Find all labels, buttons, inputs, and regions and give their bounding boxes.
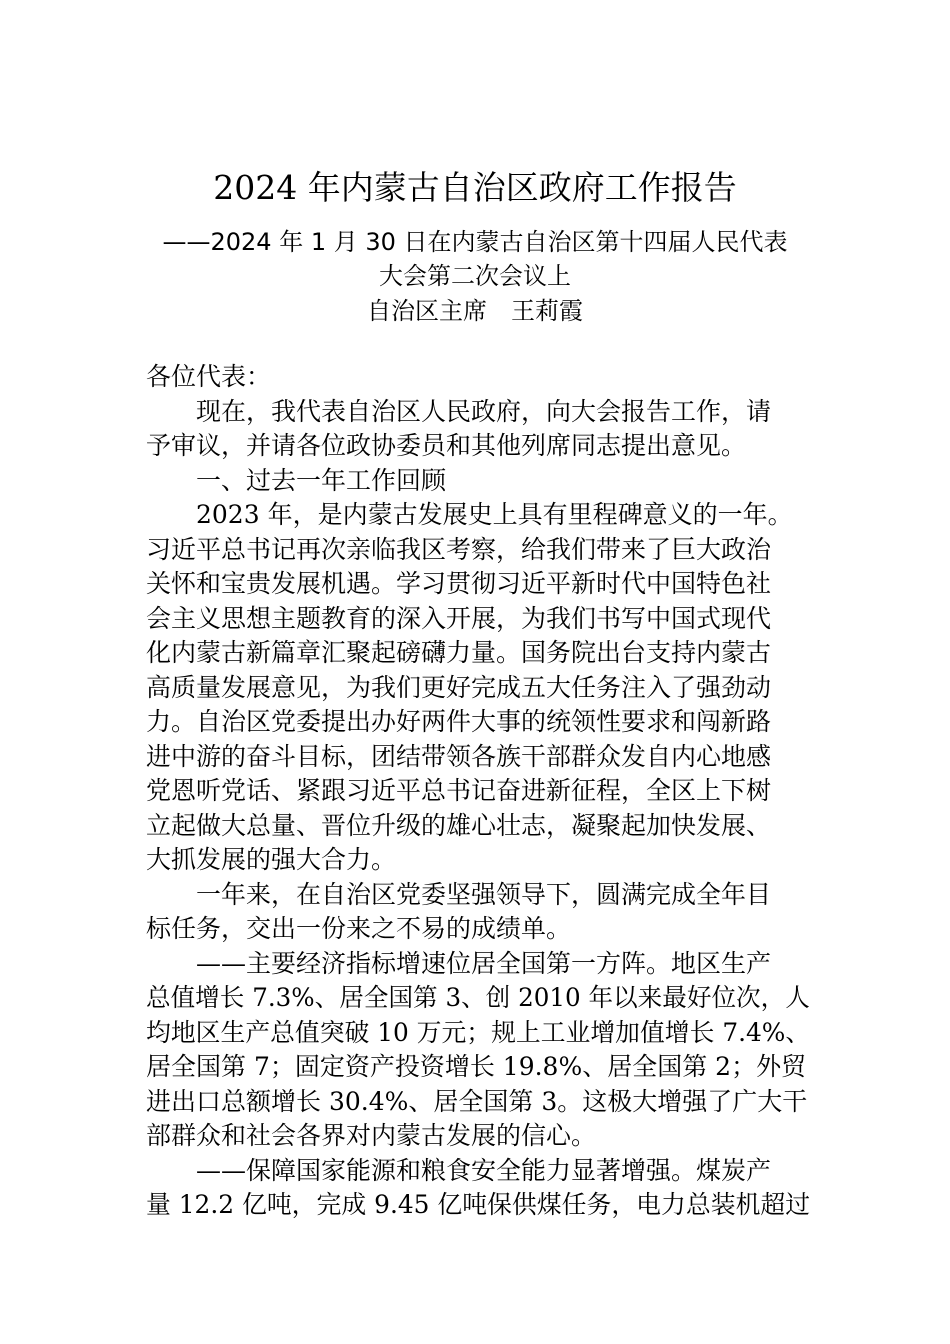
paragraph-line: 均地区生产总值突破 10 万元；规上工业增加值增长 7.4%、 — [146, 1017, 811, 1047]
paragraph-line: 化内蒙古新篇章汇聚起磅礴力量。国务院出台支持内蒙古 — [146, 638, 772, 667]
paragraph-line: 2023 年，是内蒙古发展史上具有里程碑意义的一年。 — [196, 500, 793, 529]
paragraph-line: 予审议，并请各位政协委员和其他列席同志提出意见。 — [146, 431, 747, 460]
paragraph-line: 关怀和宝贵发展机遇。学习贯彻习近平新时代中国特色社 — [146, 569, 772, 598]
paragraph-line: 标任务，交出一份来之不易的成绩单。 — [146, 914, 572, 943]
paragraph-line: 总值增长 7.3%、居全国第 3、创 2010 年以来最好位次，人 — [146, 983, 810, 1012]
paragraph-line: 量 12.2 亿吨，完成 9.45 亿吨保供煤任务，电力总装机超过 — [146, 1190, 811, 1219]
paragraph-line: 大抓发展的强大合力。 — [146, 845, 397, 874]
paragraph-line: 居全国第 7；固定资产投资增长 19.8%、居全国第 2；外贸 — [146, 1052, 807, 1081]
subtitle-line-meeting: 大会第二次会议上 — [379, 262, 571, 290]
report-title: 2024 年内蒙古自治区政府工作报告 — [213, 168, 737, 207]
paragraph-line: 一年来，在自治区党委坚强领导下，圆满完成全年目 — [196, 879, 772, 909]
subtitle-line-speaker: 自治区主席 王莉霞 — [367, 297, 583, 325]
report-body — [146, 360, 810, 1223]
paragraph-line: 党恩听党话、紧跟习近平总书记奋进新征程，全区上下树 — [146, 776, 772, 805]
paragraph-line: 进出口总额增长 30.4%、居全国第 3。这极大增强了广大干 — [146, 1086, 808, 1116]
subtitle-line-date: ——2024 年 1 月 30 日在内蒙古自治区第十四届人民代表 — [162, 228, 788, 256]
section-heading: 一、过去一年工作回顾 — [196, 465, 447, 495]
paragraph-line: 现在，我代表自治区人民政府，向大会报告工作，请 — [196, 396, 772, 426]
paragraph-line: 高质量发展意见，为我们更好完成五大任务注入了强劲动 — [146, 672, 772, 702]
paragraph-line: 进中游的奋斗目标，团结带领各族干部群众发自内心地感 — [146, 741, 772, 771]
paragraph-line: 习近平总书记再次亲临我区考察，给我们带来了巨大政治 — [146, 534, 772, 564]
salutation: 各位代表： — [146, 362, 272, 391]
paragraph-line: ——保障国家能源和粮食安全能力显著增强。煤炭产 — [196, 1155, 772, 1185]
paragraph-line: 部群众和社会各界对内蒙古发展的信心。 — [146, 1121, 597, 1150]
paragraph-line: ——主要经济指标增速位居全国第一方阵。地区生产 — [196, 948, 772, 978]
paragraph-line: 立起做大总量、晋位升级的雄心壮志，凝聚起加快发展、 — [146, 810, 772, 840]
paragraph-line: 会主义思想主题教育的深入开展，为我们书写中国式现代 — [146, 603, 772, 633]
paragraph-line: 力。自治区党委提出办好两件大事的统领性要求和闯新路 — [146, 707, 772, 736]
